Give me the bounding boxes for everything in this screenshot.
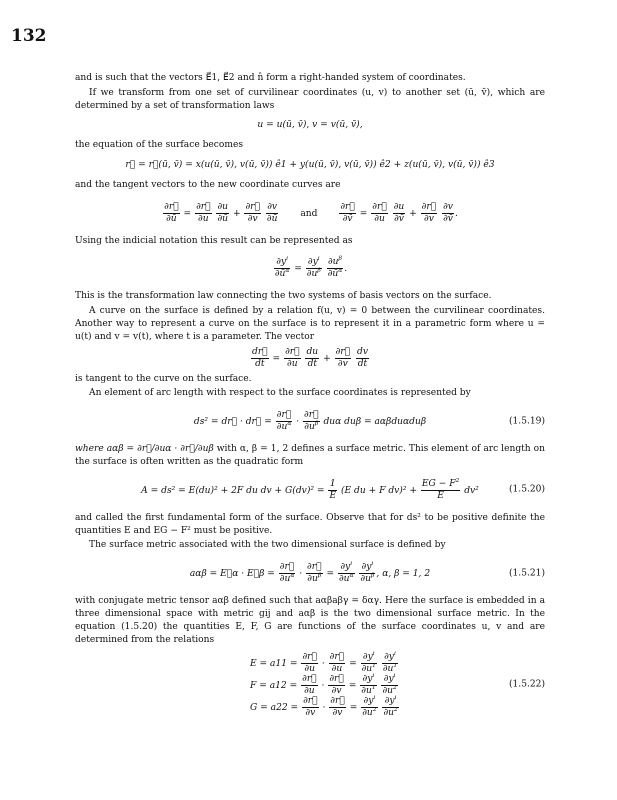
equation-surface <box>75 159 545 172</box>
paragraph-surface-becomes <box>75 139 545 152</box>
surface-metric-text: with α, β = 1, 2 defines a surface metric. This element of arc length on the surface is often written as the quadratic form <box>75 444 545 467</box>
paragraph-tangent-vectors <box>75 179 545 192</box>
surface-equation-math: r⃗ = r⃗(ū, v̄) = x(u(ū, v̄), v(ū, v̄)) ê1 + y(u(ū, v̄), v(ū, v̄)) ê2 + z(u(ū, v̄), v(ū, v̄)) ê3 <box>125 159 495 170</box>
transform-intro-text: If we transform from one set of curvilinear coordinates (u, v) to another set (ū, v̄), which are determined by a set of transformation laws <box>75 87 545 111</box>
paragraph-transform-intro <box>75 87 545 113</box>
equation-transform-laws <box>75 119 545 132</box>
curve-definition-text: A curve on the surface is defined by a relation f(u, v) = 0 between the curvilinear coordinates. Another way to represent a curve on the surface is to represent it in a parametric form where u = u(t) and v = v(t), where t is a parameter. The vector <box>75 306 545 342</box>
metric-end: , α, β = 1, 2 <box>376 569 431 580</box>
ds-rhs: duα duβ = aαβduαduβ <box>323 417 427 428</box>
equation-tangent-vector: $\frac{dr⃗}{dt}$ = $\frac{\partial r⃗}{\partial u}$ $\frac{du}{dt}$ + $\frac{\partial r⃗}{\partial v}$ $\frac{dv}{dt}$ <box>252 346 368 369</box>
indicial-text: Using the indicial notation this result can be represented as <box>75 235 353 246</box>
surface-becomes-text: the equation of the surface becomes <box>75 140 244 151</box>
paragraph-first-fundamental-form <box>75 512 545 538</box>
fraction-dr-dvbar: $\frac{\partial r⃗}{\partial v̄}$ <box>340 201 355 224</box>
equation-1-5-21: aαβ = E⃗α · E⃗β = $\frac{\partial r⃗}{\partial u^\alpha}$ · $\frac{\partial r⃗}{\partial u^\beta}$ = $\frac{\partial y^i}{\partial u^\alpha}$ $\frac{\partial y^i}{\partial u^\beta}$ , α, β = 1, 2 (1.5.21) <box>189 561 545 585</box>
first-fundamental-form-text: and called the first fundamental form of the surface. Observe that for ds² to be positive definite the quantities E and EG − F² must be positive. <box>75 512 545 536</box>
ds-lhs: ds² = dr⃗ · dr⃗ = <box>193 417 272 428</box>
equation-number-1-5-19: (1.5.19) <box>508 416 545 427</box>
and-word: and <box>300 208 318 219</box>
conjugate-metric-text: with conjugate metric tensor aαβ defined such that aαβaβγ = δαγ. Here the surface is embedded in a three dimensional space with metric gij and aαβ is the two dimensional surface metric. In the equation (1.5.20) the quantities E, F, G are functions of the surface coordinates u, v and are determined from the relations <box>75 596 545 645</box>
metric-definition-prefix: where aαβ = ∂r⃗/∂uα · ∂r⃗/∂uβ <box>75 444 214 455</box>
equation-row-G: G = a22 = $\frac{\partial r⃗}{\partial v}$ · $\frac{\partial r⃗}{\partial v}$ = $\frac{\partial y^i}{\partial u^2}$ $\frac{\partial y^i}{\partial u^2}$ <box>250 695 398 719</box>
equation-new-tangents: $\frac{\partial r⃗}{\partial ū}$ = $\frac{\partial r⃗}{\partial u}$ $\frac{\partial u}{\partial ū}$ + $\frac{\partial r⃗}{\partial v}$ $\frac{\partial v}{\partial ū}$ and $\frac{\partial r⃗}{\partial v̄}$ = $\frac{\partial r⃗}{\partial u}$ $\frac{\partial u}{\partial v̄}$ + $\frac{\partial r⃗}{\partial v}$ $\frac{\partial v}{\partial v̄}$ . <box>164 201 458 224</box>
paragraph-conjugate-metric <box>75 595 545 646</box>
equation-number-1-5-20: (1.5.20) <box>508 484 545 495</box>
paragraph-curve-definition <box>75 305 545 343</box>
A-lhs: A = ds² = E(du)² + 2F du dv + G(dv)² = <box>141 485 325 496</box>
metric-lhs: aαβ = E⃗α · E⃗β = <box>189 569 275 580</box>
paragraph-metric-intro <box>75 539 545 552</box>
basis-vectors-text: and is such that the vectors E⃗1, E⃗2 and n̂ form a right-handed system of coordinates. <box>75 73 466 83</box>
paragraph-arc-length <box>75 387 545 400</box>
equation-row-E: E = a11 = $\frac{\partial r⃗}{\partial u}$ · $\frac{\partial r⃗}{\partial u}$ = $\frac{\partial y^i}{\partial u^1}$ $\frac{\partial y^i}{\partial u^1}$ <box>250 651 398 675</box>
equation-1-5-22 <box>75 652 545 718</box>
equation-indicial-law: $\frac{\partial y^i}{\partial ū^\alpha}$ = $\frac{\partial y^i}{\partial u^\beta}$ $\frac{\partial u^\beta}{\partial ū^\alpha}$ . <box>274 256 348 280</box>
tangent-curve-text: is tangent to the curve on the surface. <box>75 373 252 384</box>
transformation-law-text: This is the transformation law connecting the two systems of basis vectors on the surface. <box>75 291 492 302</box>
paragraph-basis-vectors <box>75 72 545 85</box>
A-end: dv² <box>464 485 479 496</box>
paragraph-indicial <box>75 235 545 248</box>
equation-number-1-5-21: (1.5.21) <box>508 568 545 579</box>
A-mid: (E du + F dv)² + <box>340 485 418 496</box>
paragraph-transformation-law <box>75 290 545 303</box>
metric-intro-text: The surface metric associated with the two dimensional surface is defined by <box>89 540 446 551</box>
equation-1-5-19: ds² = dr⃗ · dr⃗ = $\frac{\partial r⃗}{\partial u^\alpha}$ · $\frac{\partial r⃗}{\partial u^\beta}$ duα duβ = aαβduαduβ (1.5.19) <box>193 410 545 433</box>
equation-1-5-20: A = ds² = E(du)² + 2F du dv + G(dv)² = $\frac{1}{E}$ (E du + F dv)² + $\frac{EG - F^2}{E}$ dv² (1.5.20) <box>141 477 545 501</box>
paragraph-surface-metric <box>75 443 545 469</box>
fraction-dr-dubar: $\frac{\partial r⃗}{\partial ū}$ <box>164 201 179 224</box>
paragraph-tangent-curve <box>75 373 545 386</box>
page-body <box>75 72 545 718</box>
equation-row-F: F = a12 = $\frac{\partial r⃗}{\partial u}$ · $\frac{\partial r⃗}{\partial v}$ = $\frac{\partial y^i}{\partial u^1}$ $\frac{\partial y^i}{\partial u^2}$ <box>250 673 397 697</box>
arc-length-text: An element of arc length with respect to the surface coordinates is represented by <box>89 388 471 399</box>
transform-laws-math: u = u(ū, v̄), v = v(ū, v̄), <box>257 120 363 131</box>
equation-number-1-5-22: (1.5.22) <box>508 679 545 690</box>
tangent-vectors-text: and the tangent vectors to the new coordinate curves are <box>75 179 341 190</box>
page-number: 132 <box>11 26 47 46</box>
